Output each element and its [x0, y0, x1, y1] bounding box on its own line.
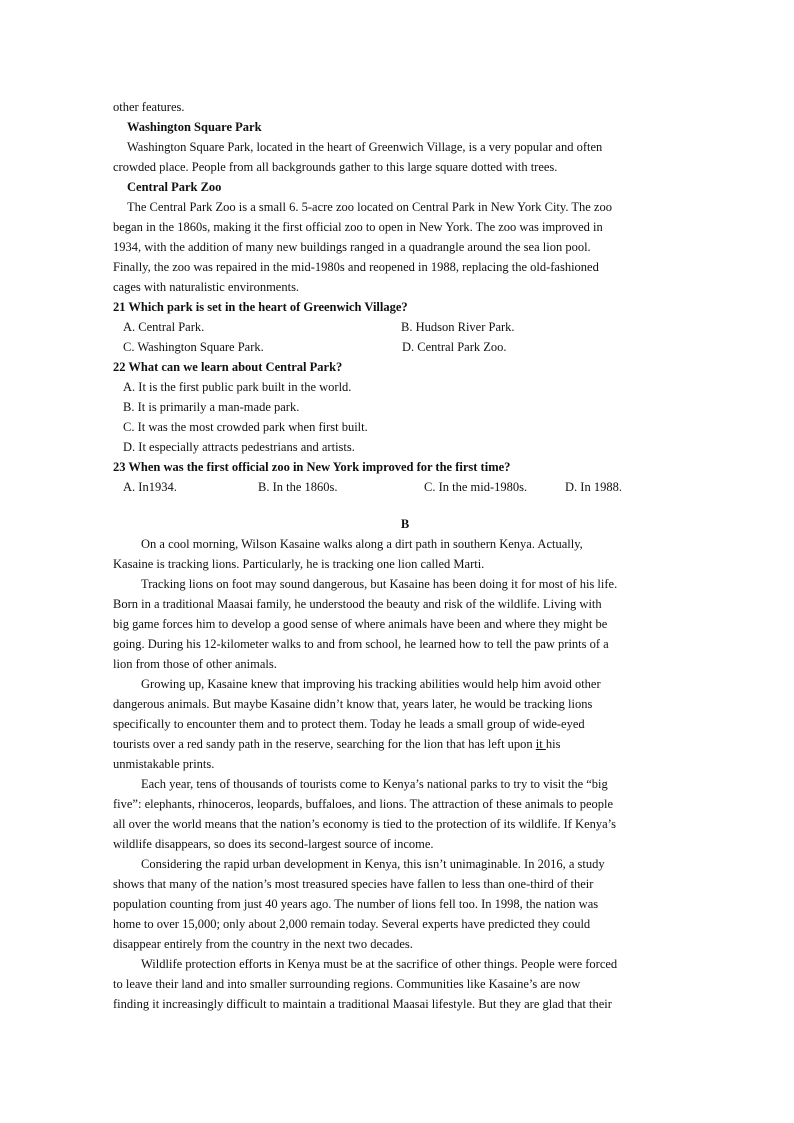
question-23-options-row [113, 477, 683, 497]
q21-option-d: D. Central Park Zoo. [402, 340, 507, 354]
q23-option-d: D. In 1988. [565, 480, 622, 494]
zoo-line-3: 1934, with the addition of many new buildings ranged in a quadrangle around the sea lion pool. [113, 240, 591, 254]
p5-line-4: home to over 15,000; only about 2,000 remain today. Several experts have predicted they could [113, 917, 591, 931]
q21-option-c: C. Washington Square Park. [123, 340, 264, 354]
q23-option-c: C. In the mid-1980s. [424, 480, 528, 494]
q22-option-b: B. It is primarily a man-made park. [123, 400, 300, 414]
document-body [113, 97, 683, 1014]
p6-line-3: finding it increasingly difficult to maintain a traditional Maasai lifestyle. But they are glad that their [113, 997, 612, 1011]
p5-line-2: shows that many of the nation’s most treasured species have fallen to less than one-third of their [113, 877, 594, 891]
q22-option-a: A. It is the first public park built in the world. [123, 380, 352, 394]
p3-line-5: unmistakable prints. [113, 757, 215, 771]
p3-line-4-post: his [545, 737, 561, 751]
question-21-stem: 21 Which park is set in the heart of Greenwich Village? [113, 300, 408, 314]
p3-line-3: specifically to encounter them and to protect them. Today he leads a small group of wide-eyed [113, 717, 585, 731]
p1-line-1: On a cool morning, Wilson Kasaine walks along a dirt path in southern Kenya. Actually, [141, 537, 583, 551]
q23-option-a: A. In1934. [123, 480, 177, 494]
washington-line-1: Washington Square Park, located in the heart of Greenwich Village, is a very popular and often [127, 140, 603, 154]
q21-option-b: B. Hudson River Park. [401, 320, 515, 334]
q22-option-c: C. It was the most crowded park when first built. [123, 420, 368, 434]
question-21-options-row-2 [113, 337, 683, 357]
question-21-options-row-1 [113, 317, 683, 337]
p2-line-5: lion from those of other animals. [113, 657, 277, 671]
section-b-heading: B [400, 517, 410, 531]
p5-line-3: population counting from just 40 years ago. The number of lions fell too. In 1998, the nation was [113, 897, 599, 911]
p3-line-4-pre: tourists over a red sandy path in the reserve, searching for the lion that has left upon [113, 737, 536, 751]
question-22-stem: 22 What can we learn about Central Park? [113, 360, 343, 374]
question-23-stem: 23 When was the first official zoo in New York improved for the first time? [113, 460, 511, 474]
underlined-word-it: it [535, 737, 546, 751]
p4-line-1: Each year, tens of thousands of tourists come to Kenya’s national parks to try to visit the “big [141, 777, 608, 791]
p3-line-1: Growing up, Kasaine knew that improving his tracking abilities would help him avoid other [141, 677, 601, 691]
washington-heading: Washington Square Park [127, 120, 262, 134]
zoo-line-4: Finally, the zoo was repaired in the mid-1980s and reopened in 1988, replacing the old-fashioned [113, 260, 599, 274]
q22-option-d: D. It especially attracts pedestrians and artists. [123, 440, 355, 454]
p4-line-3: all over the world means that the nation’s economy is tied to the protection of its wildlife. If Kenya’s [113, 817, 617, 831]
p1-line-2: Kasaine is tracking lions. Particularly, he is tracking one lion called Marti. [113, 557, 485, 571]
p5-line-5: disappear entirely from the country in the next two decades. [113, 937, 413, 951]
zoo-line-1: The Central Park Zoo is a small 6. 5-acre zoo located on Central Park in New York City. The zoo [127, 200, 612, 214]
q23-option-b: B. In the 1860s. [258, 480, 338, 494]
intro-tail: other features. [113, 100, 185, 114]
p2-line-3: big game forces him to develop a good sense of where animals have been and where they might be [113, 617, 608, 631]
p4-line-4: wildlife disappears, so does its second-largest source of income. [113, 837, 434, 851]
washington-line-2: crowded place. People from all backgrounds gather to this large square dotted with trees. [113, 160, 558, 174]
p2-line-1: Tracking lions on foot may sound dangerous, but Kasaine has been doing it for most of his life. [141, 577, 618, 591]
p6-line-2: to leave their land and into smaller surrounding regions. Communities like Kasaine’s are now [113, 977, 581, 991]
p2-line-4: going. During his 12-kilometer walks to and from school, he learned how to tell the paw prints of a [113, 637, 609, 651]
p4-line-2: five”: elephants, rhinoceros, leopards, buffaloes, and lions. The attraction of these animals to people [113, 797, 614, 811]
p5-line-1: Considering the rapid urban development in Kenya, this isn’t unimaginable. In 2016, a study [141, 857, 605, 871]
zoo-line-2: began in the 1860s, making it the first official zoo to open in New York. The zoo was improved in [113, 220, 603, 234]
q21-option-a: A. Central Park. [123, 320, 205, 334]
p3-line-2: dangerous animals. But maybe Kasaine didn’t know that, years later, he would be tracking lions [113, 697, 593, 711]
p6-line-1: Wildlife protection efforts in Kenya must be at the sacrifice of other things. People were forced [141, 957, 618, 971]
p2-line-2: Born in a traditional Maasai family, he understood the beauty and risk of the wildlife. Living with [113, 597, 602, 611]
zoo-line-5: cages with naturalistic environments. [113, 280, 300, 294]
zoo-heading: Central Park Zoo [127, 180, 222, 194]
p3-line-4 [113, 734, 683, 754]
